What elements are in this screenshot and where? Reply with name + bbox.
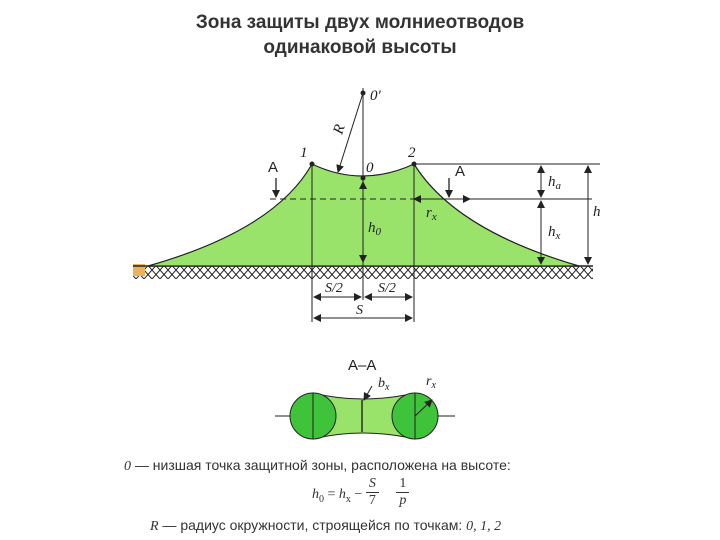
label-h0: $h_0$ [368,220,381,238]
note-radius [150,517,501,535]
note-symbol-0: 0 [124,459,131,474]
formula-h0: h [312,486,319,502]
label-point-0: 0 [366,160,374,176]
label-0prime: 0' [370,88,381,104]
formula-hx: h [338,486,346,502]
note-lowest-point [124,457,511,475]
label-h: h [593,204,601,220]
label-ha: $h_a$ [548,174,561,192]
point-1 [310,162,315,167]
label-half-s-left: S/2 [325,281,343,296]
label-s: S [356,303,363,318]
point-0 [361,176,366,181]
section-label-rx: $r_x$ [426,374,436,391]
note-text-3: — радиус окружности, строящейся по точкам: [158,517,467,533]
title-line-1: Зона защиты двух молниеотводов [195,12,525,33]
label-radius: R [330,122,349,137]
label-rod-1: 1 [300,145,308,161]
section-bx-arrow [364,386,372,400]
label-section-left: A [268,159,279,176]
label-hx: $h_x$ [548,224,561,242]
label-rod-2: 2 [408,145,416,161]
title-line-2: одинаковой высоты [263,37,457,58]
note-symbol-r: R [150,519,159,534]
fraction-1-p: $\frac{1}{p}$ [396,476,409,509]
note-points: 0, 1, 2 [466,519,502,534]
label-rx: $r_x$ [426,205,437,223]
section-title: A–A [348,357,377,374]
fraction-s-7: $\frac{S}{7}$ [366,476,379,509]
section-label-bx: $b_x$ [378,376,390,393]
label-half-s-right: S/2 [378,281,396,296]
label-section-right: A [455,163,466,180]
formula: $h_0 = h_x$ − $\frac{S}{7}$ $\frac{1}{p}$ [312,476,409,509]
note-text-1: — низшая точка защитной зоны, расположена на высоте: [131,457,511,473]
